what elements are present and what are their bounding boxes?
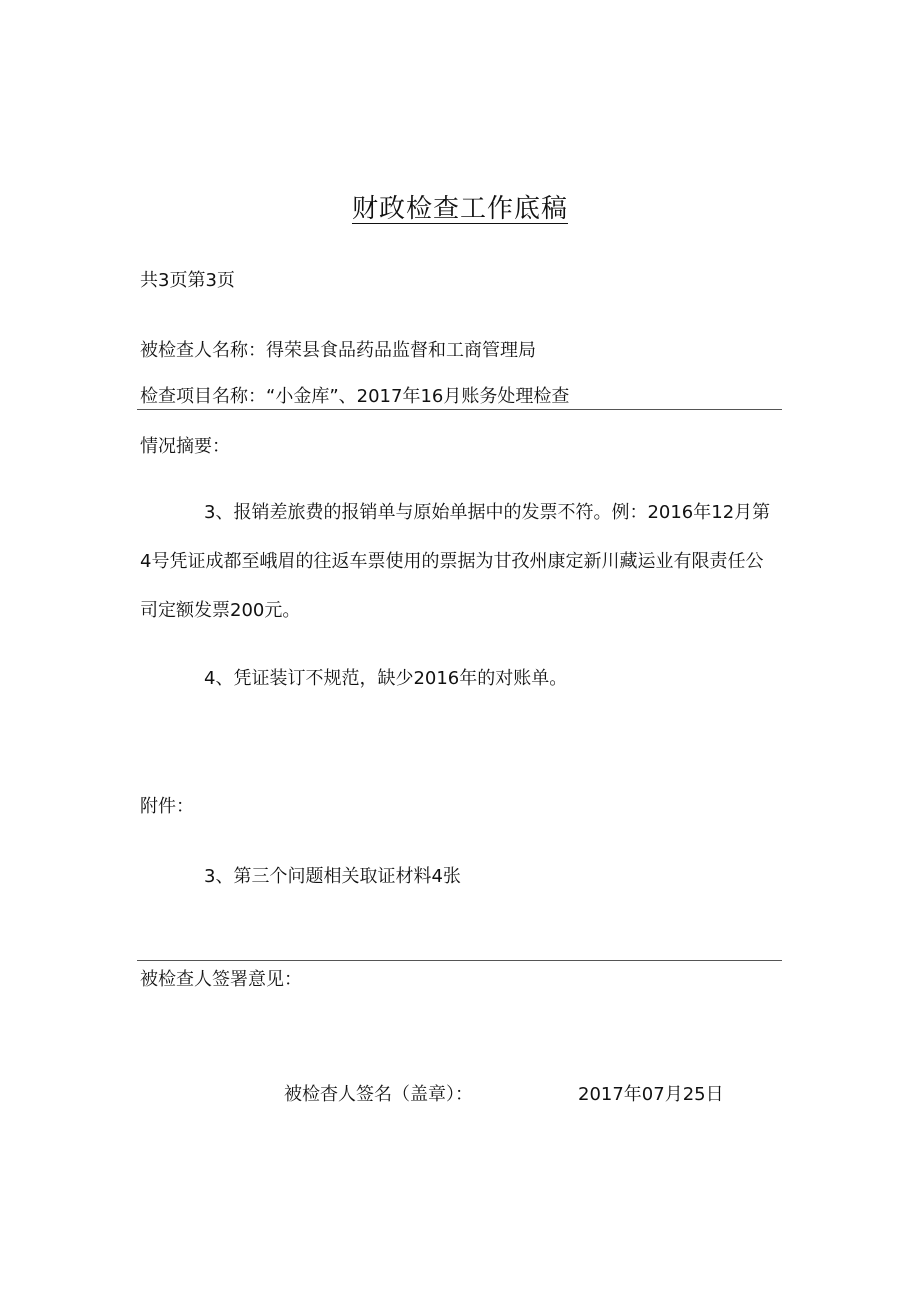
inspected-party-label: 被检查人名称： (140, 340, 266, 361)
attachment-item-1: 3、第三个问题相关取证材料4张 (204, 866, 461, 887)
opinion-label: 被检查人签署意见： (140, 969, 302, 990)
signature-date: 2017年07月25日 (578, 1084, 724, 1105)
divider-bottom (137, 960, 782, 961)
project-label: 检查项目名称： (140, 386, 266, 407)
summary-item-2: 4、凭证装订不规范，缺少2016年的对账单。 (204, 668, 568, 689)
signature-label: 被检杳人签名（盖章）： (284, 1084, 473, 1105)
summary-label: 情况摘要： (140, 436, 230, 457)
page-title (0, 188, 920, 225)
divider-top (137, 409, 782, 410)
page-info: 共3页第3页 (140, 270, 235, 291)
attachment-label: 附件： (140, 796, 194, 817)
title-text: 财政检查工作底稿 (351, 194, 568, 224)
inspected-party-value: 得荣县食品药品监督和工商管理局 (266, 340, 536, 361)
summary-item-1: 3、报销差旅费的报销单与原始单据中的发票不符。例：2016年12月第4号凭证成都至峨眉的往返车票使用的票据为甘孜州康定新川藏运业有限责任公司定额发票200元。 (140, 502, 771, 621)
project-row (140, 382, 569, 408)
inspected-party-row (140, 336, 536, 362)
project-value: “小金库”、2017年16月账务处理检查 (266, 386, 570, 407)
